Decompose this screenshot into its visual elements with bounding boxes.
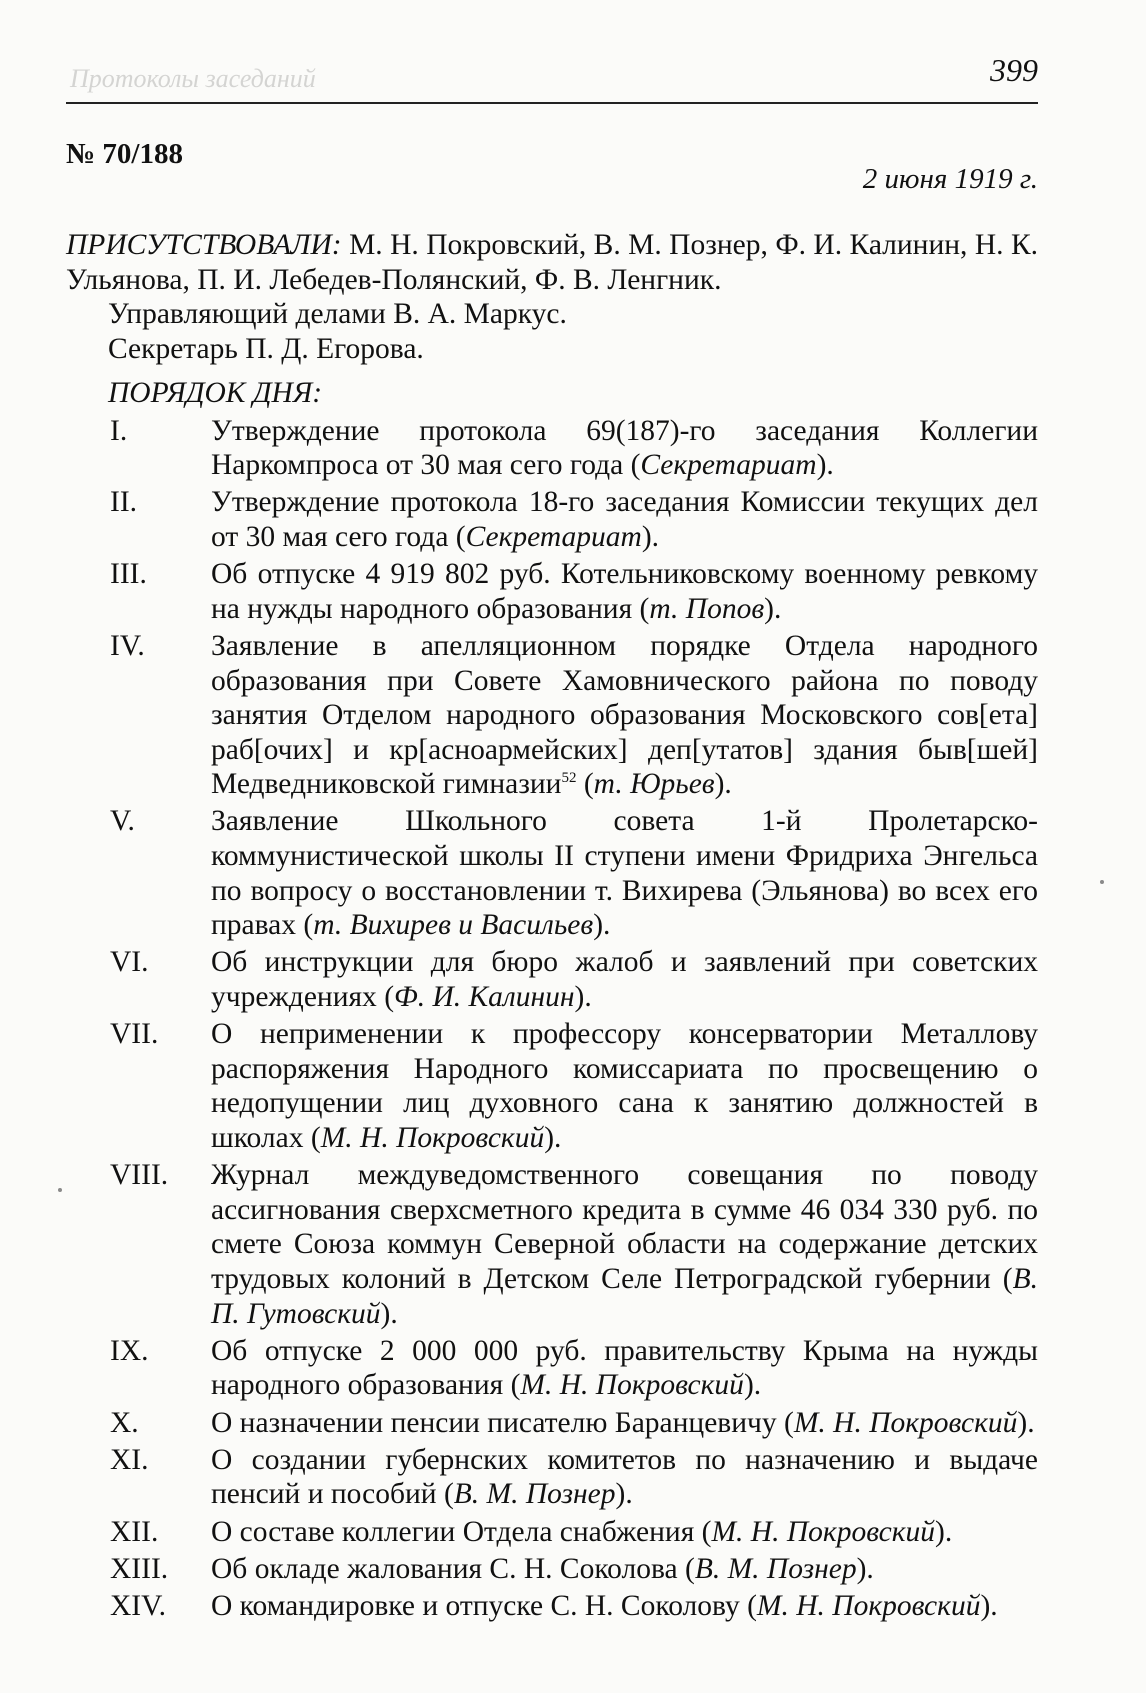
agenda-item-text: Утверждение протокола 69(187)-го заседания Коллегии Наркомпроса от 30 мая сего года (Секретариат). <box>211 414 1038 482</box>
agenda-item-text: Журнал междуведомственного совещания по поводу ассигнования сверхсметного кредита в сумме 46 034 330 руб. по смете Союза коммун Северной области на содержание детских трудовых колоний в Детском Селе Петроградской губернии (В. П. Гутовский). <box>211 1159 1038 1330</box>
agenda-item-number: X. <box>110 1406 139 1439</box>
document-date: 2 июня 1919 г. <box>862 163 1038 195</box>
agenda-item <box>66 629 1038 802</box>
protocol-body <box>66 228 1038 1623</box>
agenda-item <box>66 1017 1038 1155</box>
agenda-item-speaker: Секретариат <box>465 520 642 553</box>
agenda-item-text: Об окладе жалования С. Н. Соколова (В. М. Познер). <box>211 1552 874 1585</box>
agenda-item-number: VII. <box>110 1018 159 1051</box>
agenda-item-speaker: В. П. Гутовский <box>211 1262 1038 1330</box>
agenda-item-speaker: М. Н. Покровский <box>520 1369 744 1402</box>
attendance-members: М. Н. Покровский, В. М. Познер, Ф. И. Калинин, Н. К. Ульянова, П. И. Лебедев-Полянский, Ф. В. Ленгник. <box>66 229 1038 296</box>
agenda-item-title: Журнал междуведомственного совещания по поводу ассигнования сверхсметного кредита в сумме 46 034 330 руб. по смете Союза коммун Северной области на содержание детских трудовых колоний в Детском Селе Петроградской губернии <box>211 1159 1038 1295</box>
page-speck <box>1100 880 1104 884</box>
agenda-item-text: О командировке и отпуске С. Н. Соколову (М. Н. Покровский). <box>211 1589 998 1622</box>
agenda-heading: ПОРЯДОК ДНЯ: <box>108 377 323 410</box>
agenda-item <box>66 557 1038 626</box>
agenda-item-number: XIII. <box>110 1552 169 1585</box>
page-speck <box>58 1188 62 1192</box>
agenda-item-number: VI. <box>110 946 149 979</box>
agenda-item <box>66 1158 1038 1331</box>
agenda-item-text: Об отпуске 2 000 000 руб. правительству Крыма на нужды народного образования (М. Н. Покровский). <box>211 1334 1038 1402</box>
agenda-item <box>66 1589 1038 1624</box>
secretary-line: Секретарь П. Д. Егорова. <box>108 332 424 365</box>
agenda-item-speaker: т. Юрьев <box>593 768 715 801</box>
agenda-item-number: II. <box>110 486 138 519</box>
agenda-item-number: VIII. <box>110 1159 169 1192</box>
running-head: Протоколы заседаний <box>70 64 316 93</box>
agenda-item-title: О назначении пенсии писателю Баранцевичу <box>211 1406 777 1439</box>
agenda-item-speaker: т. Вихирев и Васильев <box>313 909 594 942</box>
agenda-item <box>66 945 1038 1014</box>
agenda-item-text: Об инструкции для бюро жалоб и заявлений при советских учреждениях (Ф. И. Калинин). <box>211 946 1038 1014</box>
agenda-item <box>66 1406 1038 1441</box>
agenda-item-text: О неприменении к профессору консерватории Металлову распоряжения Народного комиссариата по просвещению о недопущении лиц духовного сана к занятию должностей в школах (М. Н. Покровский). <box>211 1018 1038 1154</box>
agenda-item-text: О составе коллегии Отдела снабжения (М. Н. Покровский). <box>211 1515 953 1548</box>
agenda-item-speaker: В. М. Познер <box>694 1552 857 1585</box>
agenda-item-title: Утверждение протокола 18-го заседания Комиссии текущих дел от 30 мая сего года <box>211 486 1038 553</box>
agenda-item-title: О неприменении к профессору консерватории Металлову распоряжения Народного комиссариата по просвещению о недопущении лиц духовного сана к занятию должностей в школах <box>211 1018 1038 1154</box>
agenda-item-title: Об отпуске 2 000 000 руб. правительству Крыма на нужды народного образования <box>211 1334 1038 1402</box>
agenda-item-number: III. <box>110 558 147 591</box>
agenda-item-speaker: т. Попов <box>649 592 765 625</box>
document-number: № 70/188 <box>66 138 183 170</box>
agenda-item <box>66 414 1038 483</box>
agenda-item-text: О назначении пенсии писателю Баранцевичу (М. Н. Покровский). <box>211 1406 1035 1439</box>
agenda-item-text: Заявление Школьного совета 1-й Пролетарско-коммунистической школы II ступени имени Фридриха Энгельса по вопросу о восстановлении т. Вихирева (Эльянова) во всех его правах (т. Вихирев и Васильев). <box>211 805 1038 942</box>
agenda-item-title: О командировке и отпуске С. Н. Соколову <box>211 1589 740 1622</box>
agenda-item-speaker: Ф. И. Калинин <box>394 981 575 1014</box>
agenda-item-number: IX. <box>110 1334 149 1367</box>
agenda-item-speaker: Секретариат <box>640 449 817 482</box>
agenda-item-title: Заявление Школьного совета 1-й Пролетарско-коммунистической школы II ступени имени Фридриха Энгельса по вопросу о восстановлении т. Вихирева (Эльянова) во всех его правах <box>211 805 1038 942</box>
attendance-paragraph <box>66 228 1038 297</box>
page-header <box>66 44 1038 104</box>
agenda-item-number: I. <box>110 414 128 447</box>
agenda-item-number: XIV. <box>110 1589 167 1622</box>
agenda-item-title: Об отпуске 4 919 802 руб. Котельниковскому военному ревкому на нужды народного образования <box>211 558 1038 625</box>
agenda-item-title: Об окладе жалования С. Н. Соколова <box>211 1552 678 1585</box>
agenda-item-text: Утверждение протокола 18-го заседания Комиссии текущих дел от 30 мая сего года (Секретариат). <box>211 486 1038 553</box>
agenda-item-speaker: М. Н. Покровский <box>711 1515 936 1548</box>
agenda-item <box>66 485 1038 554</box>
agenda-item-title: Утверждение протокола 69(187)-го заседания Коллегии Наркомпроса от 30 мая сего года <box>211 414 1038 482</box>
footnote-marker: 52 <box>561 770 577 787</box>
manager-line: Управляющий делами В. А. Маркус. <box>108 298 567 331</box>
agenda-item-text: О создании губернских комитетов по назначению и выдаче пенсий и пособий (В. М. Познер). <box>211 1443 1038 1511</box>
agenda-item-title: О создании губернских комитетов по назначению и выдаче пенсий и пособий <box>211 1443 1038 1511</box>
agenda-item <box>66 1515 1038 1550</box>
page-number: 399 <box>990 52 1038 88</box>
agenda-item <box>66 1334 1038 1403</box>
agenda-item-text: Об отпуске 4 919 802 руб. Котельниковскому военному ревкому на нужды народного образования (т. Попов). <box>211 558 1038 625</box>
agenda-item-title: Об инструкции для бюро жалоб и заявлений при советских учреждениях <box>211 946 1038 1014</box>
agenda-item <box>66 1443 1038 1512</box>
agenda-item-speaker: М. Н. Покровский <box>793 1406 1018 1439</box>
agenda-item-text: Заявление в апелляционном порядке Отдела народного образования при Совете Хамовнического района по поводу занятия Отделом народного образования Московского сов[ета] раб[очих] и кр[асноармейских] деп[утатов] здания быв[шей] Медведниковской гимназии$^{52}$ (т. Юрьев). <box>211 629 1038 801</box>
agenda-item-title: Заявление в апелляционном порядке Отдела народного образования при Совете Хамовнического района по поводу занятия Отделом народного образования Московского сов[ета] раб[очих] и кр[асноармейских] деп[утатов] здания быв[шей] Медведниковской гимназии <box>211 629 1038 801</box>
agenda-item-number: V. <box>110 805 135 838</box>
agenda-item-speaker: М. Н. Покровский <box>756 1589 981 1622</box>
agenda-list <box>66 414 1038 1624</box>
agenda-item <box>66 804 1038 942</box>
agenda-item-number: XII. <box>110 1515 159 1548</box>
agenda-item-number: XI. <box>110 1443 149 1476</box>
agenda-item-number: IV. <box>110 629 145 662</box>
agenda-item <box>66 1552 1038 1587</box>
agenda-item-speaker: В. М. Познер <box>453 1478 616 1511</box>
agenda-item-title: О составе коллегии Отдела снабжения <box>211 1515 695 1548</box>
agenda-item-speaker: М. Н. Покровский <box>320 1122 545 1154</box>
attendance-heading: ПРИСУТСТВОВАЛИ: <box>66 229 342 261</box>
